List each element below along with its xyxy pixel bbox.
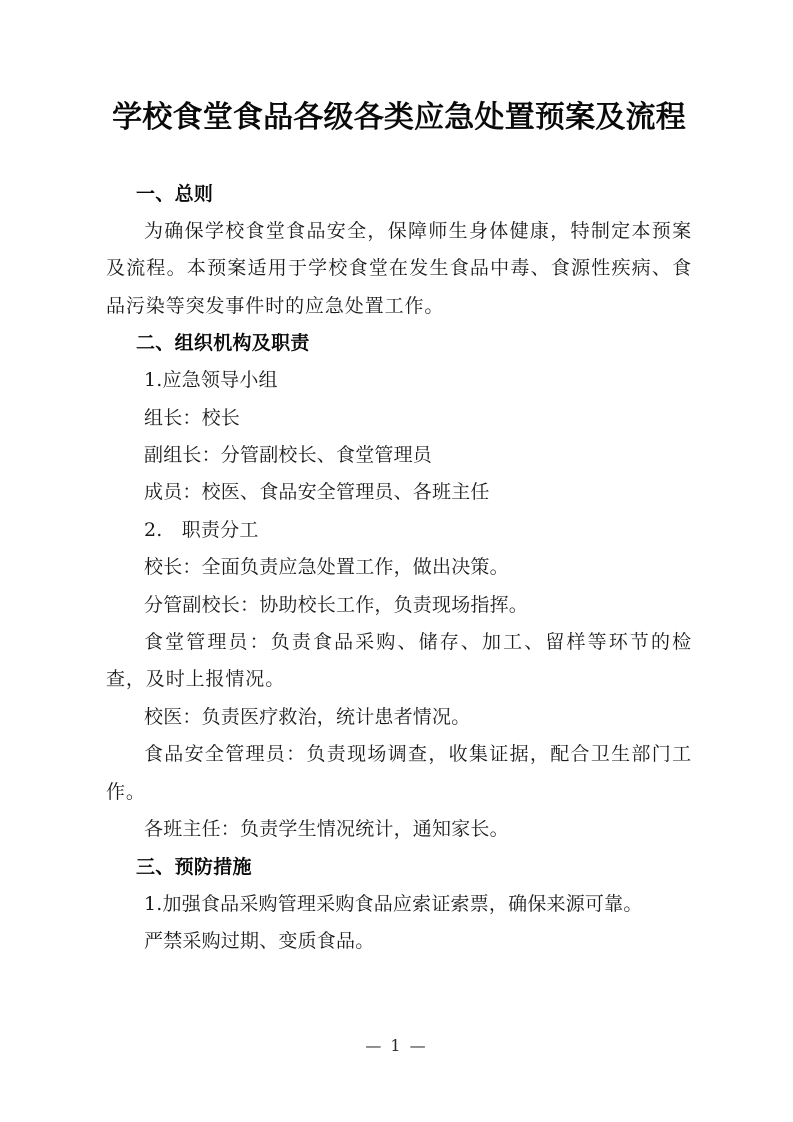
paragraph-duty-division: 2. 职责分工 — [144, 518, 259, 541]
page-title-line-2: 程 — [655, 100, 686, 135]
paragraph-duty-deputy-principal: 分管副校长：协助校长工作，负责现场指挥。 — [144, 593, 529, 616]
paragraph-preventive-measure-1-cont: 严禁采购过期、变质食品。 — [144, 929, 375, 952]
section-heading-organization-duties: 二、组织机构及职责 — [136, 332, 310, 355]
paragraph-general-principles-1: 为确保学校食堂食品安全，保障师生身体健康，特制定本预案及流程。本预案适用于学校食堂在发生食品中毒、食源性疾病、食品污染等突发事件时的应急处置工作。 — [106, 220, 692, 317]
paragraph-duty-principal: 校长：全面负责应急处置工作，做出决策。 — [144, 556, 509, 579]
section-heading-preventive-measures: 三、预防措施 — [136, 855, 252, 878]
title-spacer — [106, 140, 692, 176]
page-title — [106, 96, 692, 140]
page-footer: — 1 — — [365, 1036, 428, 1055]
paragraph-members: 成员：校医、食品安全管理员、各班主任 — [144, 481, 490, 504]
paragraph-duty-canteen-manager: 食堂管理员：负责食品采购、储存、加工、留样等环节的检查，及时上报情况。 — [106, 631, 692, 691]
section-heading-general-principles: 一、总则 — [136, 183, 214, 205]
page-title-line-1: 学校食堂食品各级各类应急处置预案及流 — [112, 100, 656, 135]
paragraph-preventive-measure-1: 1.加强食品采购管理采购食品应索证索票，确保来源可靠。 — [144, 892, 643, 915]
document-body — [106, 96, 692, 960]
paragraph-duty-school-doctor: 校医：负责医疗救治，统计患者情况。 — [144, 705, 471, 728]
paragraph-duty-class-teachers: 各班主任：负责学生情况统计，通知家长。 — [144, 818, 509, 841]
paragraph-duty-food-safety-manager: 食品安全管理员：负责现场调查，收集证据，配合卫生部门工作。 — [106, 743, 692, 803]
paragraph-deputy-group-leader: 副组长：分管副校长、食堂管理员 — [144, 444, 433, 467]
paragraph-emergency-leading-group: 1.应急领导小组 — [144, 369, 278, 392]
paragraph-group-leader: 组长：校长 — [144, 406, 241, 429]
